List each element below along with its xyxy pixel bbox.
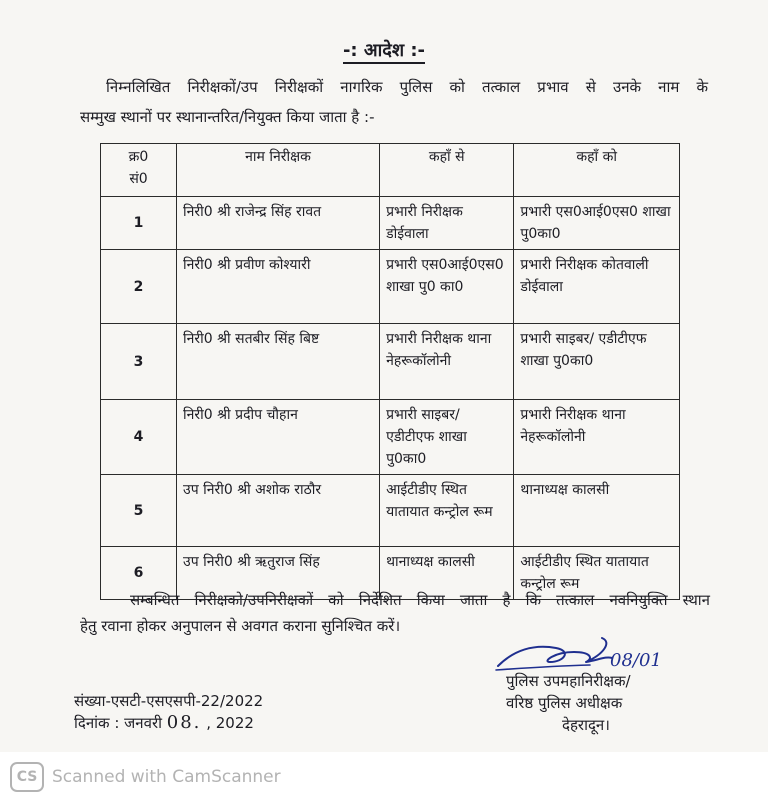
row-name: उप निरी0 श्री ऋतुराज सिंह [177, 547, 380, 600]
handwritten-day: 08. [166, 712, 202, 733]
row-to: थानाध्यक्ष कालसी [514, 475, 680, 547]
row-to: प्रभारी निरीक्षक थाना नेहरूकॉलोनी [514, 400, 680, 475]
signatory-location: देहरादून। [562, 716, 610, 734]
intro-line-2: सम्मुख स्थानों पर स्थानान्तरित/नियुक्त किया जाता है :- [80, 108, 375, 126]
row-serial: 6 [101, 547, 177, 600]
signature-date: 08/01 [610, 650, 662, 671]
reference-block [74, 690, 374, 734]
table-row [101, 324, 680, 400]
row-name: निरी0 श्री राजेन्द्र सिंह रावत [177, 197, 380, 250]
row-to: प्रभारी एस0आई0एस0 शाखा पु0का0 [514, 197, 680, 250]
row-to: आईटीडीए स्थित यातायात कन्ट्रोल रूम [514, 547, 680, 600]
row-serial: 1 [101, 197, 177, 250]
intro-paragraph [80, 72, 708, 132]
closing-line-2: हेतु रवाना होकर अनुपालन से अवगत कराना सुनिश्चित करें। [80, 617, 401, 635]
row-serial: 5 [101, 475, 177, 547]
order-heading: -: आदेश :- [0, 38, 768, 62]
table-row [101, 197, 680, 250]
transfer-table [100, 143, 680, 600]
row-from: प्रभारी निरीक्षक डोईवाला [380, 197, 514, 250]
signatory-title-2: वरिष्ठ पुलिस अधीक्षक [506, 694, 623, 712]
camscanner-watermark [10, 762, 281, 792]
reference-date: दिनांक : जनवरी 08. , 2022 [74, 712, 254, 733]
row-name: उप निरी0 श्री अशोक राठौर [177, 475, 380, 547]
watermark-text: Scanned with CamScanner [52, 767, 281, 787]
row-to: प्रभारी साइबर/ एडीटीएफ शाखा पु0का0 [514, 324, 680, 400]
row-name: निरी0 श्री प्रवीण कोश्यारी [177, 250, 380, 324]
row-name: निरी0 श्री प्रदीप चौहान [177, 400, 380, 475]
header-name: नाम निरीक्षक [177, 144, 380, 197]
row-to: प्रभारी निरीक्षक कोतवाली डोईवाला [514, 250, 680, 324]
signatory-title-1: पुलिस उपमहानिरीक्षक/ [506, 672, 631, 690]
row-serial: 4 [101, 400, 177, 475]
signatory-block [506, 670, 706, 736]
reference-number: संख्या-एसटी-एसएसपी-22/2022 [74, 692, 264, 710]
row-name: निरी0 श्री सतबीर सिंह बिष्ट [177, 324, 380, 400]
intro-line-1: निम्नलिखित निरीक्षकों/उप निरीक्षकों नागरिक पुलिस को तत्काल प्रभाव से उनके नाम के [106, 78, 708, 96]
table-header-row [101, 144, 680, 197]
header-serial: क्र0 सं0 [101, 144, 177, 197]
table-row [101, 400, 680, 475]
row-serial: 2 [101, 250, 177, 324]
camscanner-logo-icon: CS [10, 762, 44, 792]
row-from: प्रभारी एस0आई0एस0 शाखा पु0 का0 [380, 250, 514, 324]
closing-line-1: सम्बन्धित निरीक्षको/उपनिरीक्षकों को निर्देशित किया जाता है कि तत्काल नवनियुक्ति स्थान [130, 591, 710, 609]
row-serial: 3 [101, 324, 177, 400]
header-to: कहाँ को [514, 144, 680, 197]
row-from: आईटीडीए स्थित यातायात कन्ट्रोल रूम [380, 475, 514, 547]
table-row [101, 475, 680, 547]
row-from: प्रभारी साइबर/ एडीटीएफ शाखा पु0का0 [380, 400, 514, 475]
row-from: प्रभारी निरीक्षक थाना नेहरूकॉलोनी [380, 324, 514, 400]
row-from: थानाध्यक्ष कालसी [380, 547, 514, 600]
table-row [101, 250, 680, 324]
header-from: कहाँ से [380, 144, 514, 197]
